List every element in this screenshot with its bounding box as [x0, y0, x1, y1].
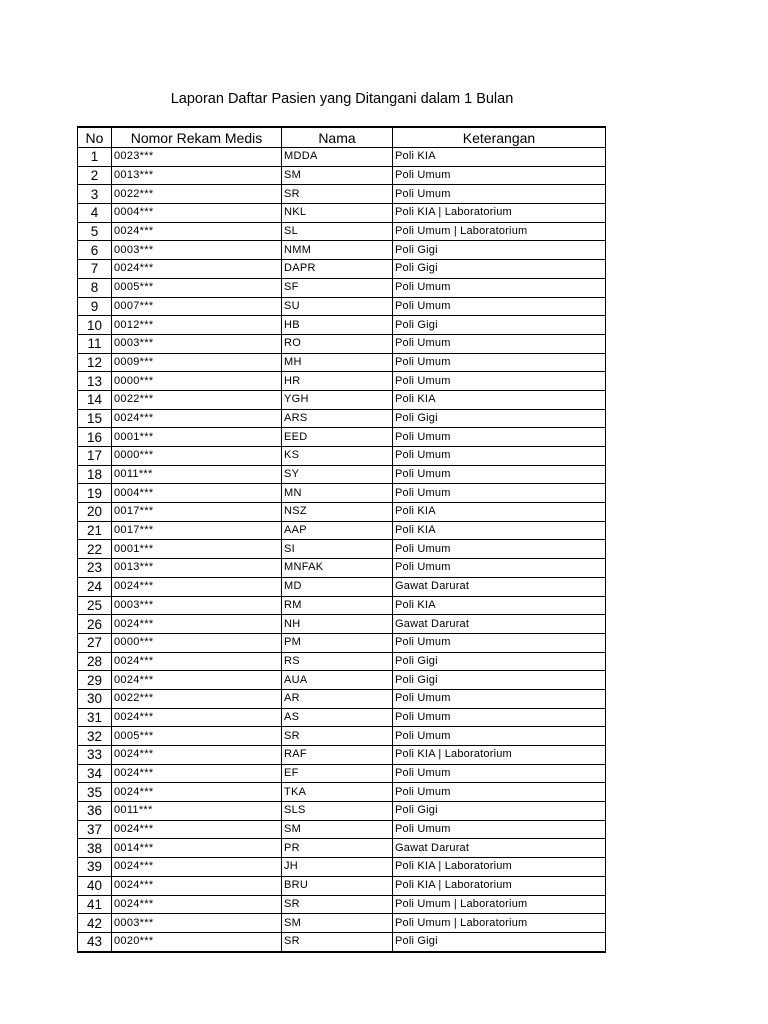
row-number: 19 [78, 484, 112, 503]
row-number: 22 [78, 540, 112, 559]
nama-cell: SR [282, 895, 393, 914]
keterangan-cell: Poli Gigi [393, 316, 606, 335]
table-row [78, 316, 606, 335]
nama-cell: RS [282, 652, 393, 671]
row-number: 16 [78, 428, 112, 447]
nama-cell: NH [282, 615, 393, 634]
row-number: 14 [78, 390, 112, 409]
keterangan-cell: Poli Gigi [393, 671, 606, 690]
keterangan-cell: Poli Umum [393, 428, 606, 447]
nama-cell: AUA [282, 671, 393, 690]
keterangan-cell: Poli KIA [393, 521, 606, 540]
nama-cell: SM [282, 166, 393, 185]
nama-cell: MH [282, 353, 393, 372]
table-row [78, 671, 606, 690]
row-number: 28 [78, 652, 112, 671]
nama-cell: NMM [282, 241, 393, 260]
table-row [78, 372, 606, 391]
row-number: 25 [78, 596, 112, 615]
table-row [78, 633, 606, 652]
nama-cell: HR [282, 372, 393, 391]
rekam-medis-cell: 0004*** [112, 204, 282, 223]
table-row [78, 596, 606, 615]
row-number: 9 [78, 297, 112, 316]
keterangan-cell: Gawat Darurat [393, 839, 606, 858]
header-keterangan: Keterangan [393, 127, 606, 148]
row-number: 35 [78, 783, 112, 802]
nama-cell: HB [282, 316, 393, 335]
table-row [78, 148, 606, 167]
keterangan-cell: Poli Umum | Laboratorium [393, 222, 606, 241]
nama-cell: JH [282, 858, 393, 877]
nama-cell: NKL [282, 204, 393, 223]
keterangan-cell: Poli Umum [393, 372, 606, 391]
keterangan-cell: Poli Umum [393, 633, 606, 652]
row-number: 29 [78, 671, 112, 690]
row-number: 26 [78, 615, 112, 634]
rekam-medis-cell: 0024*** [112, 876, 282, 895]
table-row [78, 689, 606, 708]
keterangan-cell: Poli KIA [393, 503, 606, 522]
table-row [78, 783, 606, 802]
keterangan-cell: Poli KIA [393, 596, 606, 615]
table-row [78, 334, 606, 353]
nama-cell: SLS [282, 802, 393, 821]
table-row [78, 802, 606, 821]
rekam-medis-cell: 0000*** [112, 633, 282, 652]
nama-cell: RO [282, 334, 393, 353]
keterangan-cell: Poli KIA | Laboratorium [393, 746, 606, 765]
header-no: No [78, 127, 112, 148]
row-number: 30 [78, 689, 112, 708]
row-number: 12 [78, 353, 112, 372]
keterangan-cell: Poli Umum [393, 484, 606, 503]
row-number: 38 [78, 839, 112, 858]
rekam-medis-cell: 0000*** [112, 447, 282, 466]
rekam-medis-cell: 0003*** [112, 596, 282, 615]
report-title: Laporan Daftar Pasien yang Ditangani dalam 1 Bulan [170, 91, 514, 107]
row-number: 34 [78, 764, 112, 783]
keterangan-cell: Poli Umum [393, 540, 606, 559]
rekam-medis-cell: 0011*** [112, 802, 282, 821]
table-row [78, 390, 606, 409]
patient-table [77, 126, 606, 953]
keterangan-cell: Poli Umum [393, 764, 606, 783]
table-row [78, 204, 606, 223]
keterangan-cell: Poli KIA | Laboratorium [393, 858, 606, 877]
rekam-medis-cell: 0003*** [112, 241, 282, 260]
table-row [78, 914, 606, 933]
row-number: 32 [78, 727, 112, 746]
table-row [78, 166, 606, 185]
rekam-medis-cell: 0022*** [112, 390, 282, 409]
rekam-medis-cell: 0013*** [112, 166, 282, 185]
keterangan-cell: Poli Umum | Laboratorium [393, 914, 606, 933]
nama-cell: SR [282, 932, 393, 951]
nama-cell: SU [282, 297, 393, 316]
table-row [78, 876, 606, 895]
keterangan-cell: Poli Gigi [393, 652, 606, 671]
keterangan-cell: Poli Umum [393, 727, 606, 746]
rekam-medis-cell: 0024*** [112, 615, 282, 634]
keterangan-cell: Poli Umum | Laboratorium [393, 895, 606, 914]
row-number: 18 [78, 465, 112, 484]
nama-cell: AS [282, 708, 393, 727]
row-number: 42 [78, 914, 112, 933]
header-rekam-medis: Nomor Rekam Medis [112, 127, 282, 148]
rekam-medis-cell: 0011*** [112, 465, 282, 484]
table-row [78, 521, 606, 540]
row-number: 2 [78, 166, 112, 185]
keterangan-cell: Poli Umum [393, 559, 606, 578]
nama-cell: MD [282, 577, 393, 596]
nama-cell: DAPR [282, 260, 393, 279]
nama-cell: YGH [282, 390, 393, 409]
rekam-medis-cell: 0005*** [112, 278, 282, 297]
nama-cell: SF [282, 278, 393, 297]
keterangan-cell: Poli KIA | Laboratorium [393, 204, 606, 223]
nama-cell: RM [282, 596, 393, 615]
rekam-medis-cell: 0012*** [112, 316, 282, 335]
table-row [78, 746, 606, 765]
row-number: 41 [78, 895, 112, 914]
keterangan-cell: Poli Gigi [393, 260, 606, 279]
keterangan-cell: Poli Umum [393, 465, 606, 484]
nama-cell: PM [282, 633, 393, 652]
rekam-medis-cell: 0001*** [112, 540, 282, 559]
keterangan-cell: Poli Umum [393, 353, 606, 372]
nama-cell: SR [282, 727, 393, 746]
rekam-medis-cell: 0024*** [112, 820, 282, 839]
rekam-medis-cell: 0024*** [112, 746, 282, 765]
table-row [78, 932, 606, 951]
nama-cell: SI [282, 540, 393, 559]
table-row [78, 895, 606, 914]
row-number: 37 [78, 820, 112, 839]
nama-cell: SM [282, 820, 393, 839]
table-row [78, 764, 606, 783]
keterangan-cell: Poli KIA [393, 390, 606, 409]
table-row [78, 353, 606, 372]
table-row [78, 839, 606, 858]
row-number: 1 [78, 148, 112, 167]
keterangan-cell: Poli Gigi [393, 241, 606, 260]
nama-cell: KS [282, 447, 393, 466]
nama-cell: MN [282, 484, 393, 503]
keterangan-cell: Poli Umum [393, 708, 606, 727]
table-row [78, 615, 606, 634]
keterangan-cell: Poli Gigi [393, 932, 606, 951]
row-number: 15 [78, 409, 112, 428]
keterangan-cell: Poli Umum [393, 278, 606, 297]
row-number: 10 [78, 316, 112, 335]
rekam-medis-cell: 0024*** [112, 222, 282, 241]
table-row [78, 260, 606, 279]
nama-cell: ARS [282, 409, 393, 428]
table-row [78, 577, 606, 596]
table-row [78, 820, 606, 839]
rekam-medis-cell: 0003*** [112, 914, 282, 933]
nama-cell: AAP [282, 521, 393, 540]
row-number: 39 [78, 858, 112, 877]
rekam-medis-cell: 0005*** [112, 727, 282, 746]
nama-cell: TKA [282, 783, 393, 802]
rekam-medis-cell: 0000*** [112, 372, 282, 391]
keterangan-cell: Poli Gigi [393, 802, 606, 821]
nama-cell: BRU [282, 876, 393, 895]
row-number: 23 [78, 559, 112, 578]
table-row [78, 503, 606, 522]
row-number: 31 [78, 708, 112, 727]
rekam-medis-cell: 0024*** [112, 409, 282, 428]
rekam-medis-cell: 0024*** [112, 708, 282, 727]
rekam-medis-cell: 0003*** [112, 334, 282, 353]
rekam-medis-cell: 0022*** [112, 185, 282, 204]
nama-cell: SM [282, 914, 393, 933]
row-number: 36 [78, 802, 112, 821]
rekam-medis-cell: 0024*** [112, 260, 282, 279]
rekam-medis-cell: 0004*** [112, 484, 282, 503]
row-number: 13 [78, 372, 112, 391]
rekam-medis-cell: 0024*** [112, 895, 282, 914]
row-number: 24 [78, 577, 112, 596]
table-row [78, 652, 606, 671]
table-row [78, 185, 606, 204]
nama-cell: NSZ [282, 503, 393, 522]
keterangan-cell: Gawat Darurat [393, 577, 606, 596]
rekam-medis-cell: 0013*** [112, 559, 282, 578]
rekam-medis-cell: 0007*** [112, 297, 282, 316]
row-number: 21 [78, 521, 112, 540]
keterangan-cell: Poli Umum [393, 689, 606, 708]
table-row [78, 241, 606, 260]
nama-cell: SL [282, 222, 393, 241]
row-number: 6 [78, 241, 112, 260]
rekam-medis-cell: 0024*** [112, 764, 282, 783]
nama-cell: EF [282, 764, 393, 783]
keterangan-cell: Poli Umum [393, 297, 606, 316]
table-row [78, 278, 606, 297]
keterangan-cell: Poli Gigi [393, 409, 606, 428]
keterangan-cell: Poli Umum [393, 447, 606, 466]
rekam-medis-cell: 0024*** [112, 671, 282, 690]
nama-cell: SR [282, 185, 393, 204]
rekam-medis-cell: 0001*** [112, 428, 282, 447]
rekam-medis-cell: 0024*** [112, 577, 282, 596]
table-row [78, 540, 606, 559]
keterangan-cell: Poli KIA | Laboratorium [393, 876, 606, 895]
table-row [78, 297, 606, 316]
row-number: 11 [78, 334, 112, 353]
rekam-medis-cell: 0020*** [112, 932, 282, 951]
rekam-medis-cell: 0024*** [112, 652, 282, 671]
keterangan-cell: Gawat Darurat [393, 615, 606, 634]
table-row [78, 465, 606, 484]
table-row [78, 222, 606, 241]
row-number: 20 [78, 503, 112, 522]
rekam-medis-cell: 0014*** [112, 839, 282, 858]
table-row [78, 559, 606, 578]
keterangan-cell: Poli Umum [393, 783, 606, 802]
table-body [78, 148, 606, 952]
row-number: 33 [78, 746, 112, 765]
row-number: 8 [78, 278, 112, 297]
table-row [78, 447, 606, 466]
keterangan-cell: Poli Umum [393, 185, 606, 204]
rekam-medis-cell: 0009*** [112, 353, 282, 372]
keterangan-cell: Poli Umum [393, 334, 606, 353]
nama-cell: RAF [282, 746, 393, 765]
row-number: 40 [78, 876, 112, 895]
nama-cell: MDDA [282, 148, 393, 167]
row-number: 27 [78, 633, 112, 652]
nama-cell: MNFAK [282, 559, 393, 578]
table-row [78, 428, 606, 447]
keterangan-cell: Poli KIA [393, 148, 606, 167]
nama-cell: EED [282, 428, 393, 447]
row-number: 5 [78, 222, 112, 241]
row-number: 17 [78, 447, 112, 466]
table-header-row [78, 127, 606, 148]
nama-cell: AR [282, 689, 393, 708]
nama-cell: PR [282, 839, 393, 858]
table-row [78, 727, 606, 746]
keterangan-cell: Poli Umum [393, 820, 606, 839]
row-number: 43 [78, 932, 112, 951]
rekam-medis-cell: 0017*** [112, 521, 282, 540]
row-number: 7 [78, 260, 112, 279]
row-number: 4 [78, 204, 112, 223]
nama-cell: SY [282, 465, 393, 484]
row-number: 3 [78, 185, 112, 204]
rekam-medis-cell: 0024*** [112, 783, 282, 802]
rekam-medis-cell: 0017*** [112, 503, 282, 522]
table-row [78, 858, 606, 877]
table-row [78, 409, 606, 428]
rekam-medis-cell: 0022*** [112, 689, 282, 708]
table-row [78, 484, 606, 503]
rekam-medis-cell: 0024*** [112, 858, 282, 877]
keterangan-cell: Poli Umum [393, 166, 606, 185]
table-row [78, 708, 606, 727]
rekam-medis-cell: 0023*** [112, 148, 282, 167]
header-nama: Nama [282, 127, 393, 148]
